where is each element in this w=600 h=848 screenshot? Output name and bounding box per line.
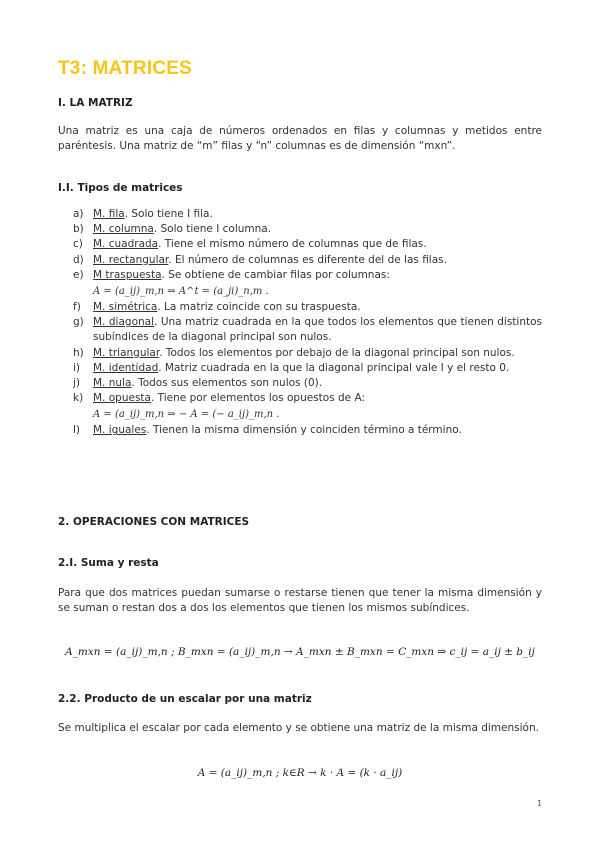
section-heading-la-matriz: I. LA MATRIZ [58, 97, 133, 109]
list-text: . Todos los elementos por debajo de la diagonal principal son nulos. [159, 346, 515, 359]
list-term: M. identidad [93, 361, 159, 374]
producto-escalar-formula: A = (a_ij)_m,n ; k∈R → k · A = (k · a_ij) [197, 767, 403, 779]
suma-resta-paragraph: Para que dos matrices puedan sumarse o restarse tienen que tener la misma dimensión y se suman o restan dos a dos los elementos que tienen los mismos subíndices. [58, 587, 542, 614]
list-item [58, 207, 542, 222]
producto-escalar-paragraph: Se multiplica el escalar por cada elemento y se obtiene una matriz de la misma dimensión. [58, 722, 539, 734]
section-heading-operaciones: 2. OPERACIONES CON MATRICES [58, 516, 250, 528]
list-term: M. columna [93, 223, 154, 236]
list-marker: b) [73, 223, 84, 236]
list-term: M. diagonal [93, 316, 154, 329]
list-item [58, 315, 542, 345]
section-paragraph-la-matriz: Una matriz es una caja de números ordenados en filas y columnas y metidos entre paréntesis. Una matriz de “m” filas y “n” columnas es de dimensión “mxn”. [58, 125, 542, 152]
list-text: . Solo tiene I fila. [124, 208, 213, 220]
list-text: . Una matriz cuadrada en la que todos los elementos que tienen distintos subíndices de la diagonal principal son nulos. [93, 316, 542, 344]
list-marker: c) [73, 238, 83, 251]
list-text: . Solo tiene I columna. [153, 223, 272, 236]
list-term: M. cuadrada [93, 238, 159, 251]
list-item [58, 237, 542, 252]
suma-resta-formula: A_mxn = (a_ij)_m,n ; B_mxn = (a_ij)_m,n → A_mxn ± B_mxn = C_mxn ⇒ c_ij = a_ij ± b_ij [65, 646, 535, 658]
list-marker: l) [73, 424, 81, 437]
list-item [58, 268, 542, 300]
list-item [58, 300, 542, 315]
list-marker: e) [73, 268, 84, 281]
list-text: . Tiene por elementos los opuestos de A: [150, 392, 366, 405]
matrix-types-list [58, 207, 542, 439]
list-text: . Se obtiene de cambiar filas por columnas: [161, 268, 390, 281]
list-item [58, 423, 542, 438]
list-marker: h) [73, 346, 84, 359]
list-item [58, 253, 542, 268]
list-term: M. rectangular [93, 253, 169, 266]
list-item [58, 376, 542, 391]
list-text: . Matriz cuadrada en la que la diagonal principal vale I y el resto 0. [158, 361, 510, 374]
subsection-heading-tipos: I.I. Tipos de matrices [58, 182, 183, 194]
list-marker: j) [73, 377, 81, 390]
list-term: M. triangular [93, 346, 160, 359]
list-text: . Tiene el mismo número de columnas que de filas. [158, 238, 427, 251]
list-item [58, 346, 542, 361]
list-text: . Todos sus elementos son nulos (0). [131, 377, 323, 390]
list-text: . El número de columnas es diferente del de las filas. [168, 253, 447, 266]
traspuesta-formula: A = (a_ij)_m,n ⇒ A^t = (a_ji)_n,m . [93, 286, 269, 298]
list-term: M. fila [93, 208, 125, 220]
page-number: 1 [536, 799, 542, 808]
list-marker: f) [73, 301, 81, 314]
list-marker: d) [73, 253, 84, 266]
document-title: T3: MATRICES [58, 58, 192, 79]
list-term: M. opuesta [93, 392, 151, 405]
list-marker: k) [73, 392, 84, 405]
list-text: . La matriz coincide con su traspuesta. [157, 301, 361, 314]
list-item [58, 391, 542, 423]
subsection-heading-producto-escalar: 2.2. Producto de un escalar por una matriz [58, 693, 312, 705]
list-marker: a) [73, 208, 84, 220]
list-marker: g) [73, 316, 84, 329]
list-term: M. simétrica [93, 301, 158, 314]
list-marker: i) [73, 361, 81, 374]
list-item [58, 361, 542, 376]
list-text: . Tienen la misma dimensión y coinciden término a término. [146, 424, 462, 437]
list-term: M. iguales [93, 424, 147, 437]
opuesta-formula: A = (a_ij)_m,n ⇒ − A = (− a_ij)_m,n . [93, 409, 280, 421]
list-term: M. nula [93, 377, 132, 390]
list-term: M traspuesta [93, 268, 162, 281]
list-item [58, 222, 542, 237]
subsection-heading-suma-resta: 2.I. Suma y resta [58, 557, 159, 569]
